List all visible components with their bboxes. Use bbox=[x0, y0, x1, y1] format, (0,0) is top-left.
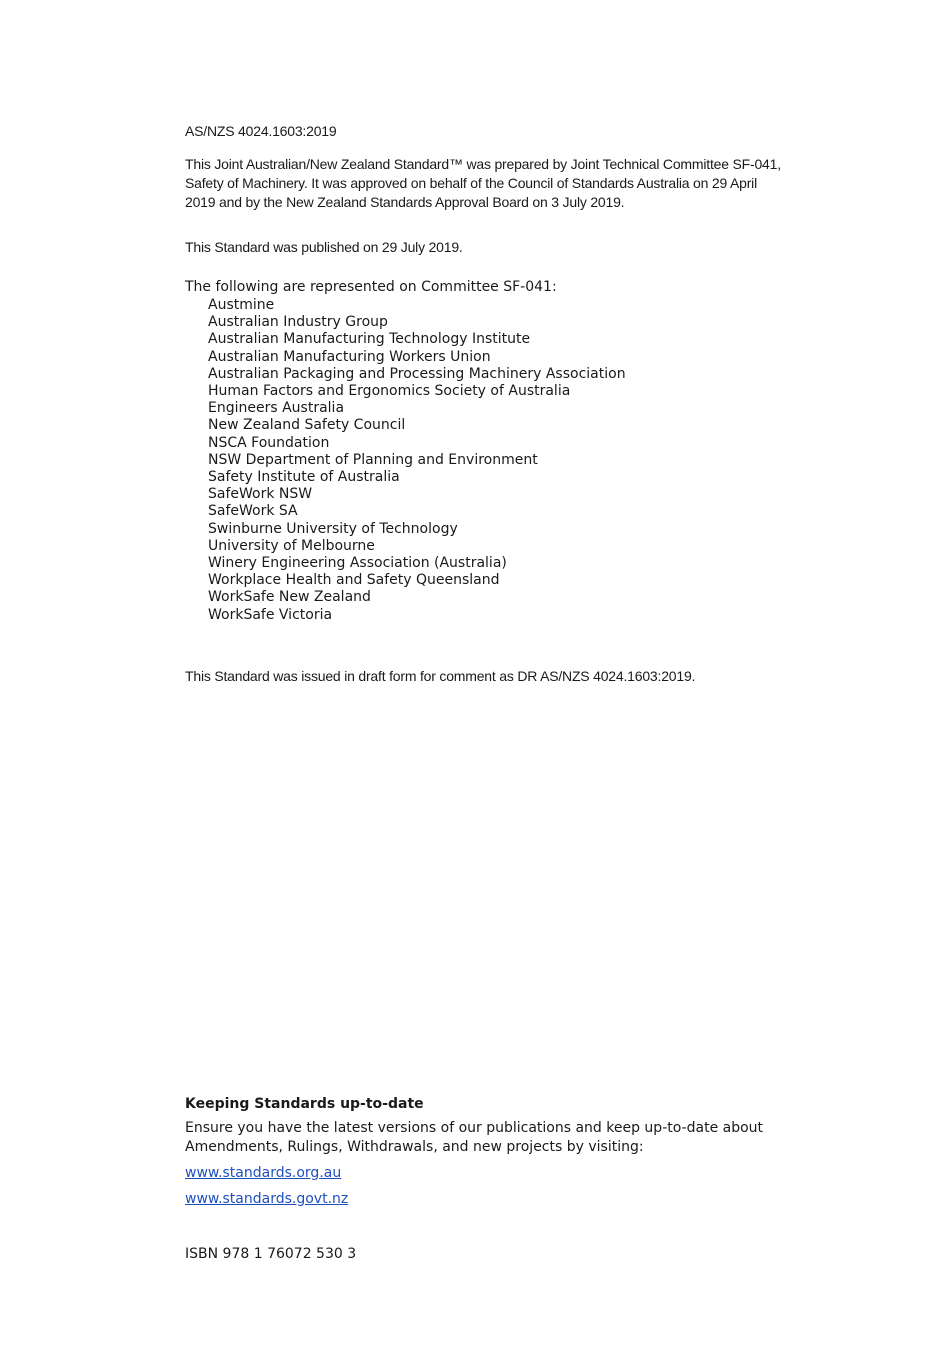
committee-member: Safety Institute of Australia bbox=[208, 469, 400, 486]
committee-member: NSW Department of Planning and Environment bbox=[208, 451, 538, 468]
preparation-paragraph: This Joint Australian/New Zealand Standard™ was prepared by Joint Technical Committee SF-041, Safety of Machinery. It was approved on behalf of the Council of Standards Australia on 29 April 2019 and by the New Zealand Standards Approval Board on 3 July 2019. bbox=[185, 156, 781, 210]
published-date: This Standard was published on 29 July 2019. bbox=[185, 239, 463, 255]
committee-member-list bbox=[208, 297, 626, 624]
isbn: ISBN 978 1 76072 530 3 bbox=[185, 1246, 357, 1262]
document-id: AS/NZS 4024.1603:2019 bbox=[185, 123, 337, 139]
standards-nz-link[interactable]: www.standards.govt.nz bbox=[185, 1191, 349, 1207]
committee-intro: The following are represented on Committee SF-041: bbox=[185, 279, 557, 295]
committee-member: Human Factors and Ergonomics Society of Australia bbox=[208, 383, 571, 400]
committee-member: Swinburne University of Technology bbox=[208, 520, 458, 537]
committee-member: Workplace Health and Safety Queensland bbox=[208, 572, 500, 589]
committee-member: Australian Packaging and Processing Machinery Association bbox=[208, 365, 626, 382]
committee-member: WorkSafe Victoria bbox=[208, 606, 333, 623]
draft-note: This Standard was issued in draft form for comment as DR AS/NZS 4024.1603:2019. bbox=[185, 668, 696, 684]
committee-member: WorkSafe New Zealand bbox=[208, 589, 371, 606]
committee-member: SafeWork SA bbox=[208, 503, 298, 520]
committee-member: Austmine bbox=[208, 297, 275, 313]
standards-au-link[interactable]: www.standards.org.au bbox=[185, 1165, 342, 1181]
keeping-up-to-date-heading: Keeping Standards up-to-date bbox=[185, 1096, 424, 1112]
link-standards-nz-line bbox=[185, 1190, 348, 1208]
committee-member: New Zealand Safety Council bbox=[208, 417, 406, 434]
committee-member: Winery Engineering Association (Australia) bbox=[208, 555, 507, 572]
committee-member: University of Melbourne bbox=[208, 537, 375, 554]
committee-member: NSCA Foundation bbox=[208, 434, 330, 451]
committee-member: Australian Industry Group bbox=[208, 314, 388, 331]
committee-member: Australian Manufacturing Technology Institute bbox=[208, 331, 531, 348]
committee-member: Engineers Australia bbox=[208, 400, 345, 417]
committee-member: Australian Manufacturing Workers Union bbox=[208, 348, 491, 365]
committee-member: SafeWork NSW bbox=[208, 486, 313, 503]
keeping-up-to-date-text: Ensure you have the latest versions of our publications and keep up-to-date about Amendments, Rulings, Withdrawals, and new projects by visiting: bbox=[185, 1120, 764, 1155]
link-standards-au-line bbox=[185, 1164, 341, 1182]
